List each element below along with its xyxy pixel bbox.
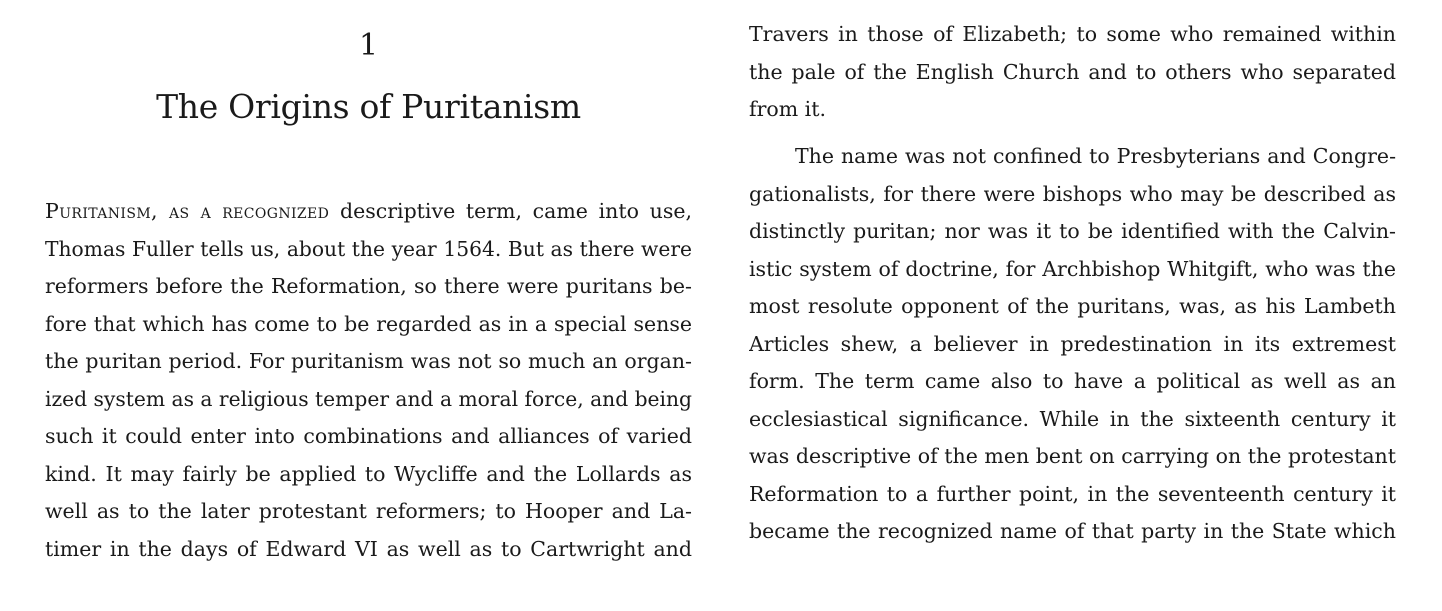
chapter-title: The Origins of Puritanism (156, 87, 581, 126)
text-line: well as to the later protestant reformers; to Hooper and La- (45, 499, 692, 523)
text-line (45, 193, 692, 231)
opening-smallcaps: Puritanism, as a recognized (45, 199, 330, 223)
text-line: most resolute opponent of the puritans, was, as his Lambeth (749, 294, 1396, 318)
text-line: istic system of doctrine, for Archbishop Whitgift, who was the (749, 256, 1396, 281)
text-line: Thomas Fuller tells us, about the year 1564. But as there were (45, 236, 692, 261)
text-line: Reformation to a further point, in the seventeenth century it (749, 481, 1396, 506)
text-line: timer in the days of Edward VI as well as to Cartwright and (45, 536, 692, 561)
text-line-rest: descriptive term, came into use, (329, 199, 692, 223)
text-line: Articles shew, a believer in predestination in its extremest (749, 331, 1396, 356)
text-line: the puritan period. For puritanism was not so much an organ- (45, 349, 692, 373)
text-line: ized system as a religious temper and a moral force, and being (45, 386, 692, 411)
text-line: form. The term came also to have a political as well as an (749, 369, 1396, 393)
text-line: the pale of the English Church and to others who separated (749, 59, 1396, 84)
left-page-paragraph (45, 193, 692, 568)
right-page-paragraph-1 (749, 16, 1396, 129)
text-line: from it. (749, 97, 826, 121)
text-line: distinctly puritan; nor was it to be identified with the Calvin- (749, 219, 1396, 243)
text-line: gationalists, for there were bishops who may be described as (749, 181, 1396, 206)
text-line: fore that which has come to be regarded as in a special sense (45, 311, 692, 336)
text-line: Travers in those of Elizabeth; to some who remained within (749, 22, 1396, 46)
text-line: was descriptive of the men bent on carrying on the protestant (749, 444, 1396, 468)
text-line: kind. It may fairly be applied to Wycliffe and the Lollards as (45, 461, 692, 486)
text-line: reformers before the Reformation, so there were puritans be- (45, 274, 692, 298)
text-line: The name was not confined to Presbyterians and Congre- (795, 144, 1396, 168)
right-page-paragraph-2 (749, 138, 1396, 551)
text-line: became the recognized name of that party in the State which (749, 519, 1396, 543)
chapter-number: 1 (358, 28, 379, 63)
text-line: such it could enter into combinations and alliances of varied (45, 424, 692, 448)
text-line: ecclesiastical significance. While in the sixteenth century it (749, 406, 1396, 431)
